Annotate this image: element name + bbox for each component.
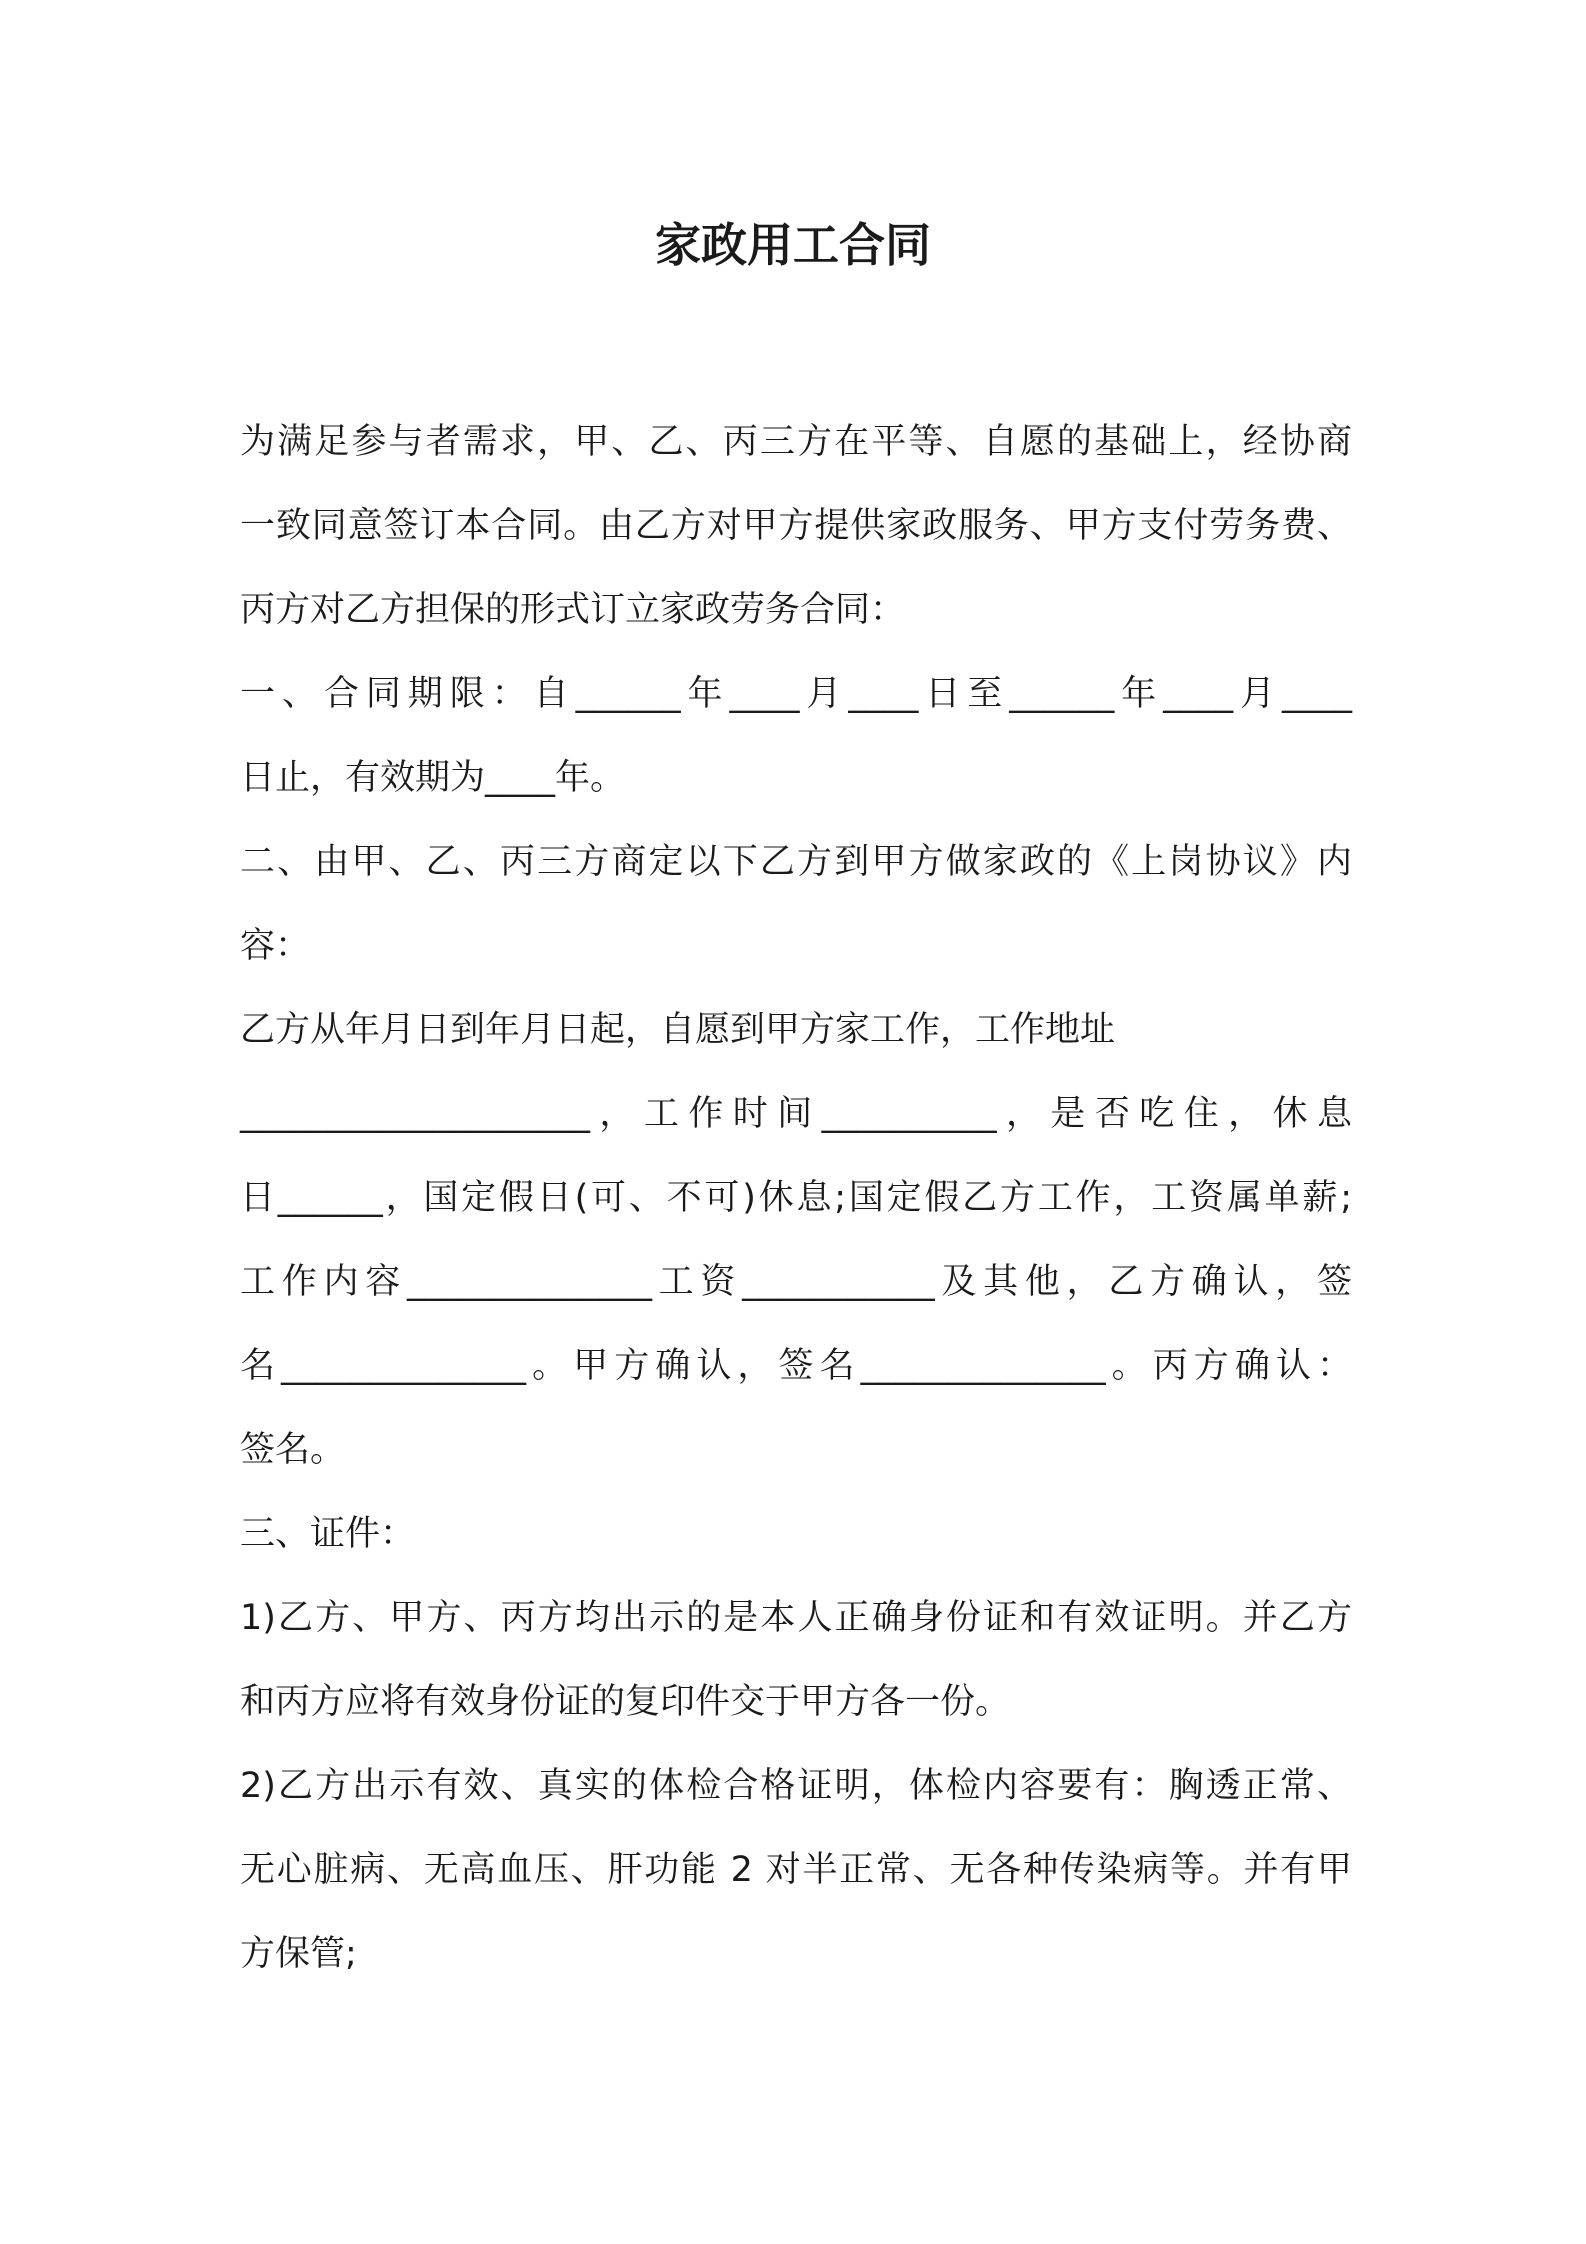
paragraph-line: 日______，国定假日(可、不可)休息;国定假乙方工作，工资属单薪; <box>240 1178 1352 1218</box>
document-title: 家政用工合同 <box>655 218 931 272</box>
document-body <box>240 400 1352 1996</box>
paragraph-line: 二、由甲、乙、丙三方商定以下乙方到甲方做家政的《上岗协议》内 <box>240 842 1352 882</box>
paragraph-line: 无心脏病、无高血压、肝功能 2 对半正常、无各种传染病等。并有甲 <box>240 1850 1352 1890</box>
paragraph-line: 三、证件： <box>240 1514 416 1554</box>
paragraph-line: 日止，有效期为____年。 <box>240 758 626 798</box>
paragraph-line: 名______________。甲方确认，签名______________。丙方确认： <box>240 1346 1352 1386</box>
paragraph-line: 方保管; <box>240 1934 357 1974</box>
paragraph-line: 容： <box>240 926 311 966</box>
paragraph-line: 工作内容______________工资___________及其他，乙方确认，签 <box>240 1262 1352 1302</box>
paragraph-line: 签名。 <box>240 1430 346 1470</box>
paragraph-line: 2)乙方出示有效、真实的体检合格证明，体检内容要有：胸透正常、 <box>240 1766 1352 1806</box>
paragraph-line: 乙方从年月日到年月日起，自愿到甲方家工作，工作地址 <box>240 1010 1116 1050</box>
paragraph-line: 和丙方应将有效身份证的复印件交于甲方各一份。 <box>240 1682 1011 1722</box>
paragraph-line: 为满足参与者需求，甲、乙、丙三方在平等、自愿的基础上，经协商 <box>240 422 1352 462</box>
paragraph-line: 一、合同期限：自______年____月____日至______年____月____ <box>240 674 1352 714</box>
paragraph-line: 一致同意签订本合同。由乙方对甲方提供家政服务、甲方支付劳务费、 <box>240 506 1352 546</box>
paragraph-line: 1)乙方、甲方、丙方均出示的是本人正确身份证和有效证明。并乙方 <box>240 1598 1352 1638</box>
paragraph-line: ____________________，工作时间__________，是否吃住，休息 <box>240 1094 1352 1134</box>
paragraph-line: 丙方对乙方担保的形式订立家政劳务合同： <box>240 590 906 630</box>
